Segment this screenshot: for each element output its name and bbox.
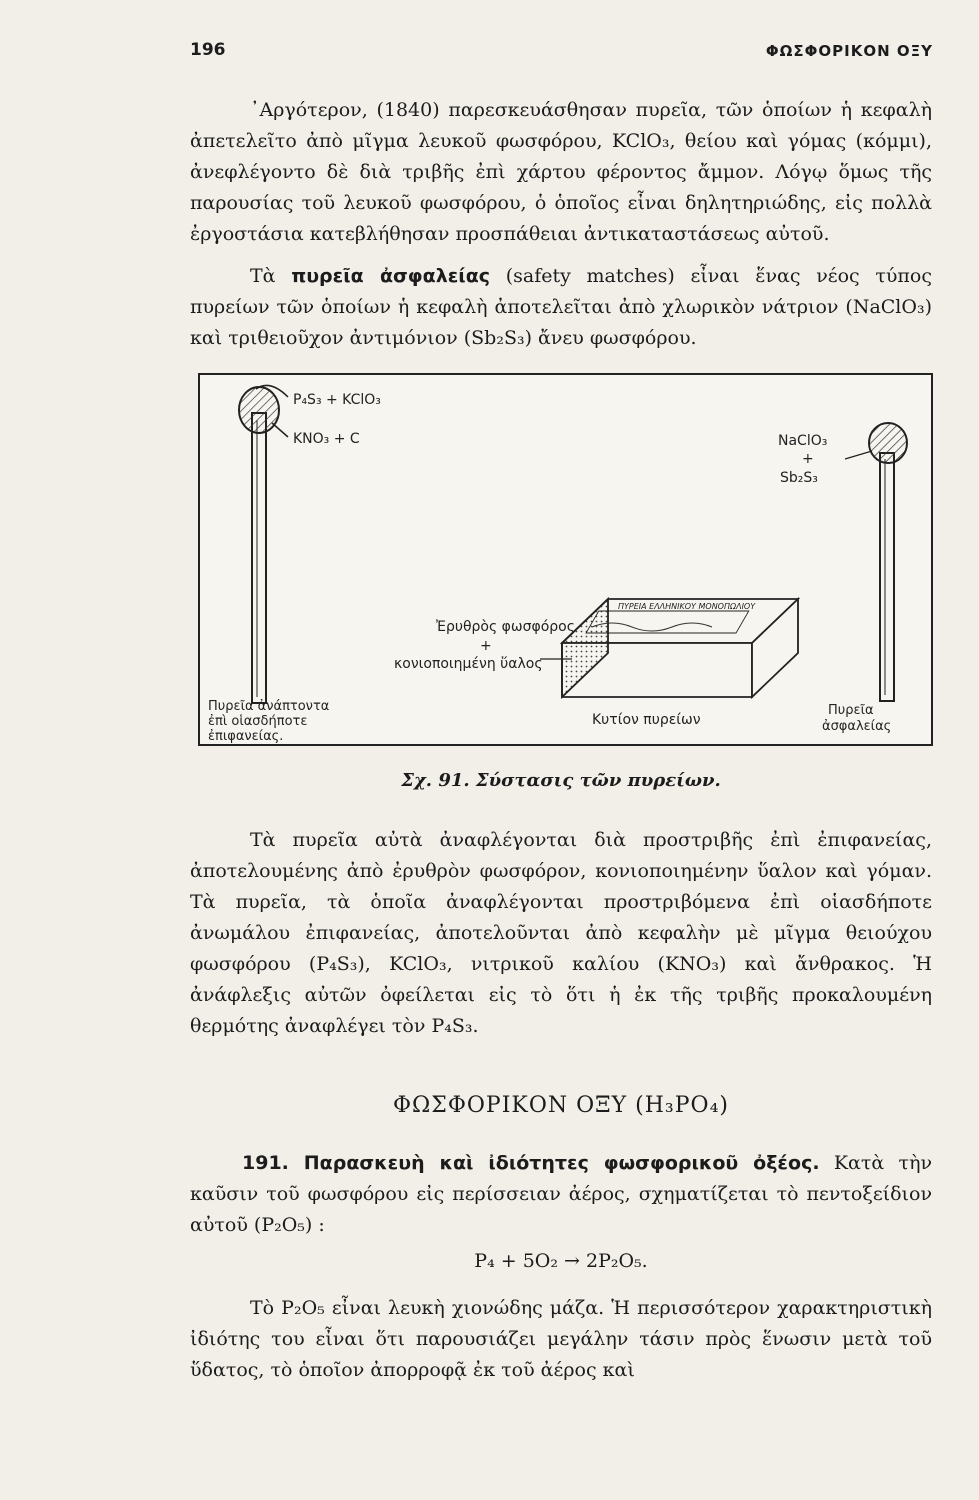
label-plus: +	[802, 451, 814, 467]
figure-match-composition	[198, 373, 933, 746]
left-head-pointer-bottom	[272, 423, 288, 437]
matchbox	[540, 599, 798, 728]
section-heading: ΦΩΣΦΟΡΙΚΟΝ ΟΞΥ (H₃PO₄)	[393, 1093, 729, 1118]
paragraph-match-ignition: Τὰ πυρεῖα αὐτὰ ἀναφλέγονται διὰ προστριβῆς ἐπὶ ἐπιφανείας, ἀποτελουμένης ἀπὸ ἐρυθρὸν φωσφόρον, κονιοποιημένην ὕαλον καὶ γόμαν. Τὰ πυρεῖα, τὰ ὁποῖα ἀναφλέγονται προστριβόμενα ἐπὶ οἱασδήποτε ἀνωμάλου ἐπιφανείας, ἀποτελοῦνται ἀπὸ κεφαλὴν μὲ μῖγμα θειούχου φωσφόρου (P₄S₃), KClO₃, νιτρικοῦ καλίου (KNO₃) καὶ ἄνθρακος. Ἡ ἀνάφλεξις αὐτῶν ὀφείλεται εἰς τὸ ὅτι ἡ ἐκ τῆς τριβῆς προκαλουμένη θερμότης ἀναφλέγει τὸν P₄S₃.	[190, 829, 932, 1037]
label-powdered-glass: κονιοποιημένη ὕαλος	[394, 656, 543, 672]
page-number: 196	[190, 40, 226, 60]
label-p4s3-kclo3: P₄S₃ + KClO₃	[293, 392, 381, 408]
figure-caption: Σχ. 91. Σύστασις τῶν πυρείων.	[401, 770, 721, 791]
right-match-head	[869, 423, 907, 463]
paragraph-preparation	[190, 1148, 932, 1241]
right-match-stick	[880, 453, 894, 701]
label-sb2s3: Sb₂S₃	[780, 470, 818, 486]
left-match-caption-2: ἐπὶ οἱασδήποτε	[208, 714, 308, 729]
p2-rest: (safety matches) εἶναι ἕνας νέος τύπος πυρείων τῶν ὁποίων ἡ κεφαλὴ ἀποτελεῖται ἀπὸ χλωρικὸν νάτριον (NaClO₃) καὶ τριθειοῦχον ἀντιμόνιον (Sb₂S₃) ἄνευ φωσφόρου.	[190, 265, 932, 349]
right-match	[778, 423, 907, 734]
right-head-pointer	[845, 451, 872, 459]
right-match-caption-1: Πυρεῖα	[828, 703, 874, 718]
p2-bold-term: πυρεῖα ἀσφαλείας	[291, 265, 491, 287]
label-naclo3: NaClO₃	[778, 433, 828, 449]
p2-lead: Τὰ	[250, 265, 292, 287]
paragraph-safety-matches	[190, 261, 932, 354]
left-match-stick	[252, 413, 266, 703]
running-title: ΦΩΣΦΟΡΙΚΟΝ ΟΞΥ	[765, 42, 933, 60]
left-match-head	[239, 387, 279, 433]
matchbox-lid-text: ΠΥΡΕΙΑ ΕΛΛΗΝΙΚΟΥ ΜΟΝΟΠΩΛΙΟΥ	[618, 602, 756, 611]
paragraph-p2o5-properties: Τὸ P₂O₅ εἶναι λευκὴ χιονώδης μάζα. Ἡ περισσότερον χαρακτηριστικὴ ἰδιότης του εἶναι ὅτι παρουσιάζει μεγάλην τάσιν πρὸς ἕνωσιν μετὰ τοῦ ὕδατος, τὸ ὁποῖον ἀπορροφᾷ ἐκ τοῦ ἀέρος καὶ	[190, 1297, 932, 1381]
paragraph-history-matches: ᾿Αργότερον, (1840) παρεσκευάσθησαν πυρεῖα, τῶν ὁποίων ἡ κεφαλὴ ἀπετελεῖτο ἀπὸ μῖγμα λευκοῦ φωσφόρου, KClO₃, θείου καὶ γόμας (κόμμι), ἀνεφλέγοντο δὲ διὰ τριβῆς ἐπὶ χάρτου φέροντος ἄμμον. Λόγῳ ὅμως τῆς παρουσίας τοῦ λευκοῦ φωσφόρου, ὁ ὁποῖος εἶναι δηλητηριώδης, εἰς πολλὰ ἐργοστάσια κατεβλήθησαν προσπάθειαι ἀντικαταστάσεως αὐτοῦ.	[190, 99, 932, 245]
label-kno3-c: KNO₃ + C	[293, 431, 360, 447]
figure-drawing	[200, 375, 931, 744]
left-match	[208, 385, 381, 744]
right-match-caption-2: ἀσφαλείας	[822, 719, 892, 734]
subsection-title: 191. Παρασκευὴ καὶ ἰδιότητες φωσφορικοῦ ὀξέος.	[242, 1152, 820, 1174]
label-plus-2: +	[480, 638, 492, 654]
p5-rest: Κατὰ τὴν καῦσιν τοῦ φωσφόρου εἰς περίσσειαν ἀέρος, σχηματίζεται τὸ πεντοξείδιον αὐτοῦ (P₂O₅) :	[190, 1152, 932, 1236]
left-match-caption-3: ἐπιφανείας.	[208, 729, 284, 744]
left-match-caption-1: Πυρεῖα ἀνάπτοντα	[208, 699, 330, 714]
matchbox-caption: Κυτίον πυρείων	[592, 712, 701, 728]
label-red-phosphorus: Ἐρυθρὸς φωσφόρος	[436, 619, 575, 635]
chemical-equation: P₄ + 5O₂ → 2P₂O₅.	[474, 1250, 648, 1272]
